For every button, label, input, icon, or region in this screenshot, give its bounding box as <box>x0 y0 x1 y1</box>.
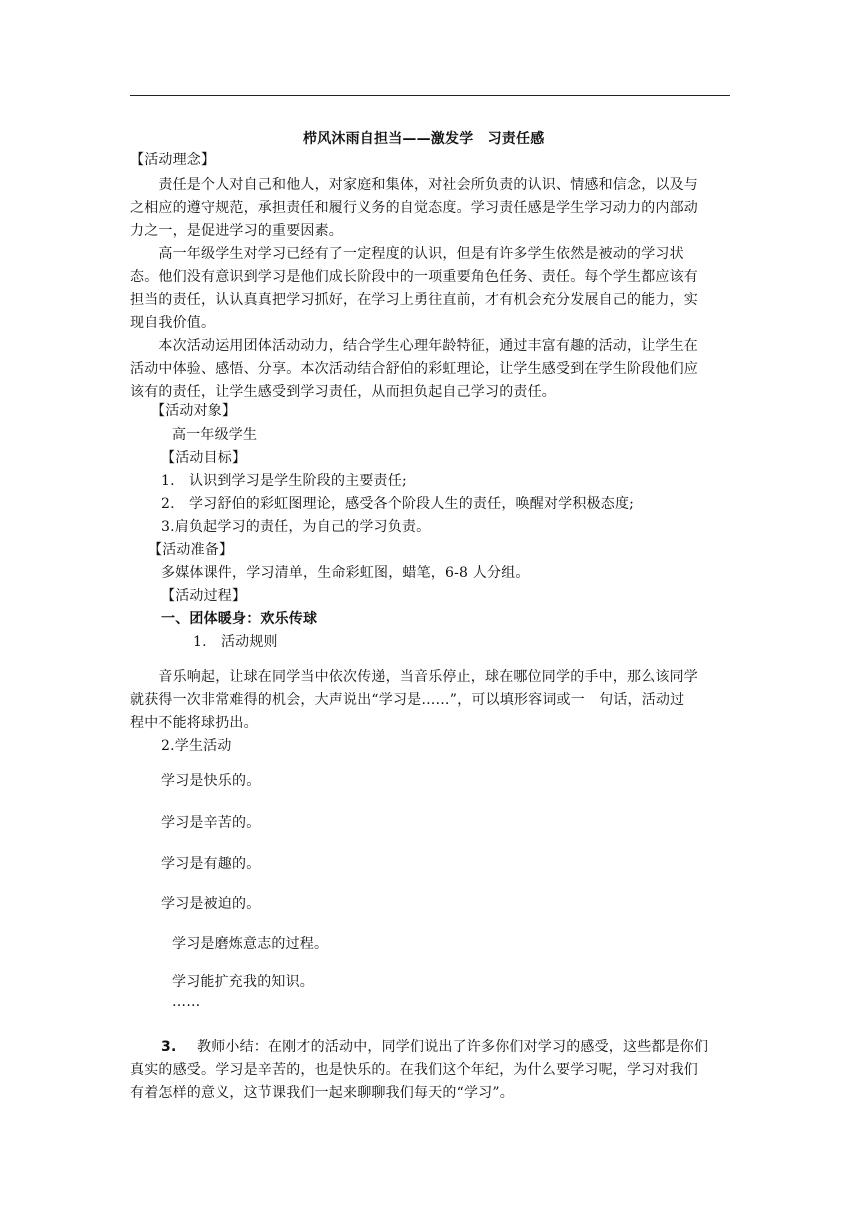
answer-2: 学习是辛苦的。 <box>161 815 261 831</box>
heading-process: 【活动过程】 <box>161 588 247 604</box>
summary-line-1: 教师小结：在刚才的活动中，同学们说出了许多你们对学习的感受，这些都是你们 <box>197 1039 709 1055</box>
concept-line-1: 责任是个人对自己和他人，对家庭和集体，对社会所负责的认识、情感和信念，以及与 <box>130 177 698 193</box>
section-1-title: 一、团体暖身：欢乐传球 <box>161 611 318 627</box>
summary-number: 3. <box>161 1039 177 1055</box>
concept-line-8: 本次活动运用团体活动动力，结合学生心理年龄特征，通过丰富有趣的活动，让学生在 <box>130 338 698 354</box>
rule-line-3: 程中不能将球扔出。 <box>130 715 258 731</box>
heading-prep: 【活动准备】 <box>148 542 234 558</box>
rule-line-2: 就获得一次非常难得的机会，大声说出“学习是……”，可以填形容词或一 句话，活动过 <box>130 692 685 708</box>
concept-line-4: 高一年级学生对学习已经有了一定程度的认识，但是有许多学生依然是被动的学习状 <box>130 246 684 262</box>
goal-item-1: 1. 认识到学习是学生阶段的主要责任; <box>161 473 407 489</box>
heading-goal: 【活动目标】 <box>161 450 247 466</box>
concept-line-3: 力之一，是促进学习的重要因素。 <box>130 223 343 239</box>
rule-line-1: 音乐响起，让球在同学当中依次传递，当音乐停止，球在哪位同学的手中，那么该同学 <box>130 669 698 685</box>
goal-item-2: 2. 学习舒伯的彩虹图理论，感受各个阶段人生的责任，唤醒对学积极态度; <box>161 496 635 512</box>
answer-4: 学习是被迫的。 <box>161 896 261 912</box>
concept-line-5: 态。他们没有意识到学习是他们成长阶段中的一项重要角色任务、责任。每个学生都应该有 <box>130 269 698 285</box>
object-text: 高一年级学生 <box>172 427 258 443</box>
header-rule <box>130 95 730 96</box>
activity-title: 2.学生活动 <box>161 738 232 754</box>
document-title: 栉风沐雨自担当——激发学 习责任感 <box>303 131 545 147</box>
prep-text: 多媒体课件，学习清单，生命彩虹图，蜡笔，6-8 人分组。 <box>161 565 530 581</box>
concept-line-2: 之相应的遵守规范，承担责任和履行义务的自觉态度。学习责任感是学生学习动力的内部动 <box>130 200 698 216</box>
goal-item-3: 3.肩负起学习的责任，为自己的学习负责。 <box>161 519 431 535</box>
concept-line-7: 现自我价值。 <box>130 315 216 331</box>
rule-title: 1. 活动规则 <box>193 634 278 650</box>
concept-line-9: 活动中体验、感悟、分享。本次活动结合舒伯的彩虹理论，让学生感受到在学生阶段他们应 <box>130 361 698 377</box>
answer-6: 学习能扩充我的知识。 <box>172 974 314 990</box>
summary-line-2: 真实的感受。学习是辛苦的，也是快乐的。在我们这个年纪，为什么要学习呢，学习对我们 <box>130 1062 698 1078</box>
heading-concept: 【活动理念】 <box>130 152 216 168</box>
concept-line-6: 担当的责任，认认真真把学习抓好，在学习上勇往直前，才有机会充分发展自己的能力，实 <box>130 292 698 308</box>
answer-3: 学习是有趣的。 <box>161 856 261 872</box>
summary-line-3: 有着怎样的意义，这节课我们一起来聊聊我们每天的“学习”。 <box>130 1085 514 1101</box>
answer-1: 学习是快乐的。 <box>161 773 261 789</box>
concept-line-10: 该有的责任，让学生感受到学习责任，从而担负起自己学习的责任。 <box>130 384 556 400</box>
answer-ellipsis: …… <box>172 994 201 1010</box>
heading-object: 【活动对象】 <box>151 403 237 419</box>
answer-5: 学习是磨炼意志的过程。 <box>172 936 329 952</box>
